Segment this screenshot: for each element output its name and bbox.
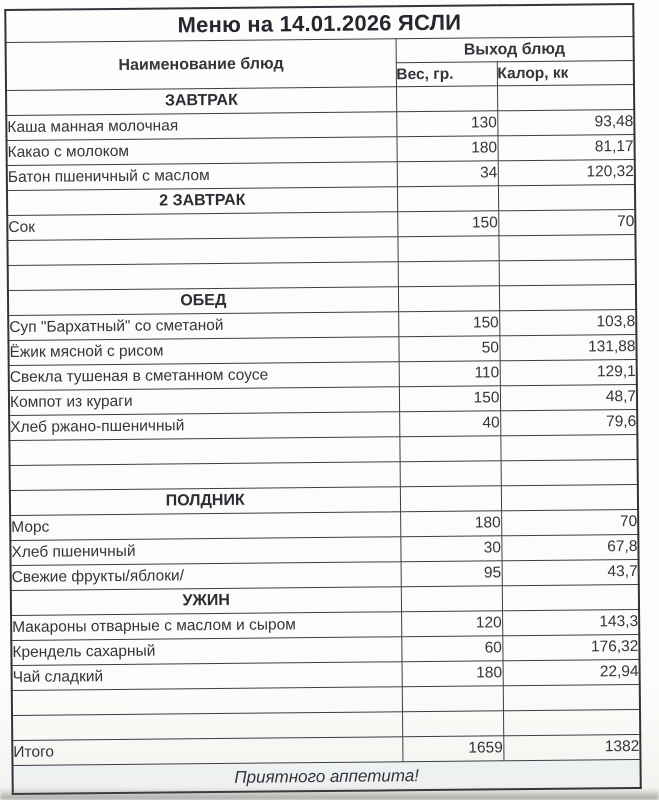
weight-cell [398, 286, 499, 312]
dish-name-cell [7, 237, 397, 266]
calories-cell: 22,94 [503, 659, 640, 685]
calories-cell [499, 284, 636, 310]
calories-cell: 120,32 [498, 159, 635, 185]
weight-cell [399, 436, 500, 462]
dish-name-cell: Хлеб пшеничный [10, 537, 400, 566]
section-label: ЗАВТРАК [6, 87, 396, 116]
total-weight-cell: 1659 [402, 736, 503, 762]
section-label: УЖИН [11, 587, 401, 616]
weight-cell [398, 261, 499, 287]
calories-cell [500, 434, 637, 460]
weight-cell: 150 [399, 386, 500, 412]
dish-name-cell: Ёжик мясной с рисом [8, 337, 398, 366]
calories-cell: 93,48 [497, 109, 634, 135]
dish-name-cell [12, 687, 402, 716]
total-calories-cell: 1382 [503, 734, 640, 760]
weight-cell: 150 [397, 211, 498, 237]
weight-cell: 30 [400, 536, 501, 562]
dish-name-cell: Какао с молоком [7, 137, 397, 166]
dish-name-cell [8, 262, 398, 291]
dish-name-cell: Чай сладкий [12, 662, 402, 691]
page-title: Меню на 14.01.2026 ЯСЛИ [5, 4, 633, 43]
weight-cell: 34 [397, 161, 498, 187]
dish-name-cell [10, 462, 400, 491]
weight-cell [401, 586, 502, 612]
calories-cell [501, 484, 638, 510]
calories-cell: 131,88 [499, 334, 636, 360]
weight-cell: 150 [398, 311, 499, 337]
weight-cell [400, 486, 501, 512]
calories-cell [499, 259, 636, 285]
dish-name-cell [9, 437, 399, 466]
weight-cell: 180 [402, 661, 503, 687]
total-label: Итого [12, 737, 402, 766]
dish-name-cell: Макароны отварные с маслом и сыром [11, 612, 401, 641]
calories-cell [503, 709, 640, 735]
section-label: 2 ЗАВТРАК [7, 187, 397, 216]
dish-name-cell: Морс [10, 512, 400, 541]
weight-cell [402, 711, 503, 737]
weight-cell: 180 [396, 136, 497, 162]
weight-cell: 180 [400, 511, 501, 537]
section-label: ПОЛДНИК [10, 487, 400, 516]
column-header-weight: Вес, гр. [396, 62, 497, 87]
calories-cell: 70 [498, 209, 635, 235]
calories-cell [503, 684, 640, 710]
calories-cell: 48,7 [500, 384, 637, 410]
weight-cell [402, 686, 503, 712]
weight-cell: 50 [398, 336, 499, 362]
dish-name-cell: Свекла тушеная в сметанном соусе [9, 362, 399, 391]
calories-cell: 103,8 [499, 309, 636, 335]
weight-cell [397, 186, 498, 212]
calories-cell [497, 84, 634, 110]
dish-name-cell: Крендель сахарный [11, 637, 401, 666]
column-header-output: Выход блюд [396, 36, 634, 62]
weight-cell: 120 [401, 611, 502, 637]
dish-name-cell: Компот из кураги [9, 387, 399, 416]
weight-cell: 130 [396, 111, 497, 137]
dish-name-cell: Каша манная молочная [6, 112, 396, 141]
dish-name-cell: Хлеб ржано-пшеничный [9, 412, 399, 441]
weight-cell [397, 236, 498, 262]
menu-table [4, 3, 642, 795]
calories-cell [502, 584, 639, 610]
weight-cell: 110 [399, 361, 500, 387]
footer-note: Приятного аппетита! [13, 759, 641, 794]
weight-cell [396, 86, 497, 112]
calories-cell [498, 234, 635, 260]
dish-name-cell: Сок [7, 212, 397, 241]
column-header-name: Наименование блюд [6, 39, 396, 91]
weight-cell: 95 [401, 561, 502, 587]
calories-cell: 143,3 [502, 609, 639, 635]
dish-name-cell: Батон пшеничный с маслом [7, 162, 397, 191]
calories-cell: 43,7 [502, 559, 639, 585]
calories-cell: 81,17 [497, 134, 634, 160]
weight-cell: 40 [399, 411, 500, 437]
dish-name-cell: Суп "Бархатный" со сметаной [8, 312, 398, 341]
dish-name-cell [12, 712, 402, 741]
menu-document [4, 3, 640, 795]
weight-cell: 60 [401, 636, 502, 662]
column-header-calories: Калор, кк [497, 60, 634, 85]
calories-cell [498, 184, 635, 210]
calories-cell: 79,6 [500, 409, 637, 435]
footer-row [13, 759, 641, 794]
calories-cell: 129,1 [500, 359, 637, 385]
calories-cell: 176,32 [502, 634, 639, 660]
calories-cell: 70 [501, 509, 638, 535]
dish-name-cell: Свежие фрукты/яблоки/ [11, 562, 401, 591]
calories-cell: 67,8 [501, 534, 638, 560]
calories-cell [501, 459, 638, 485]
weight-cell [400, 461, 501, 487]
section-label: ОБЕД [8, 287, 398, 316]
